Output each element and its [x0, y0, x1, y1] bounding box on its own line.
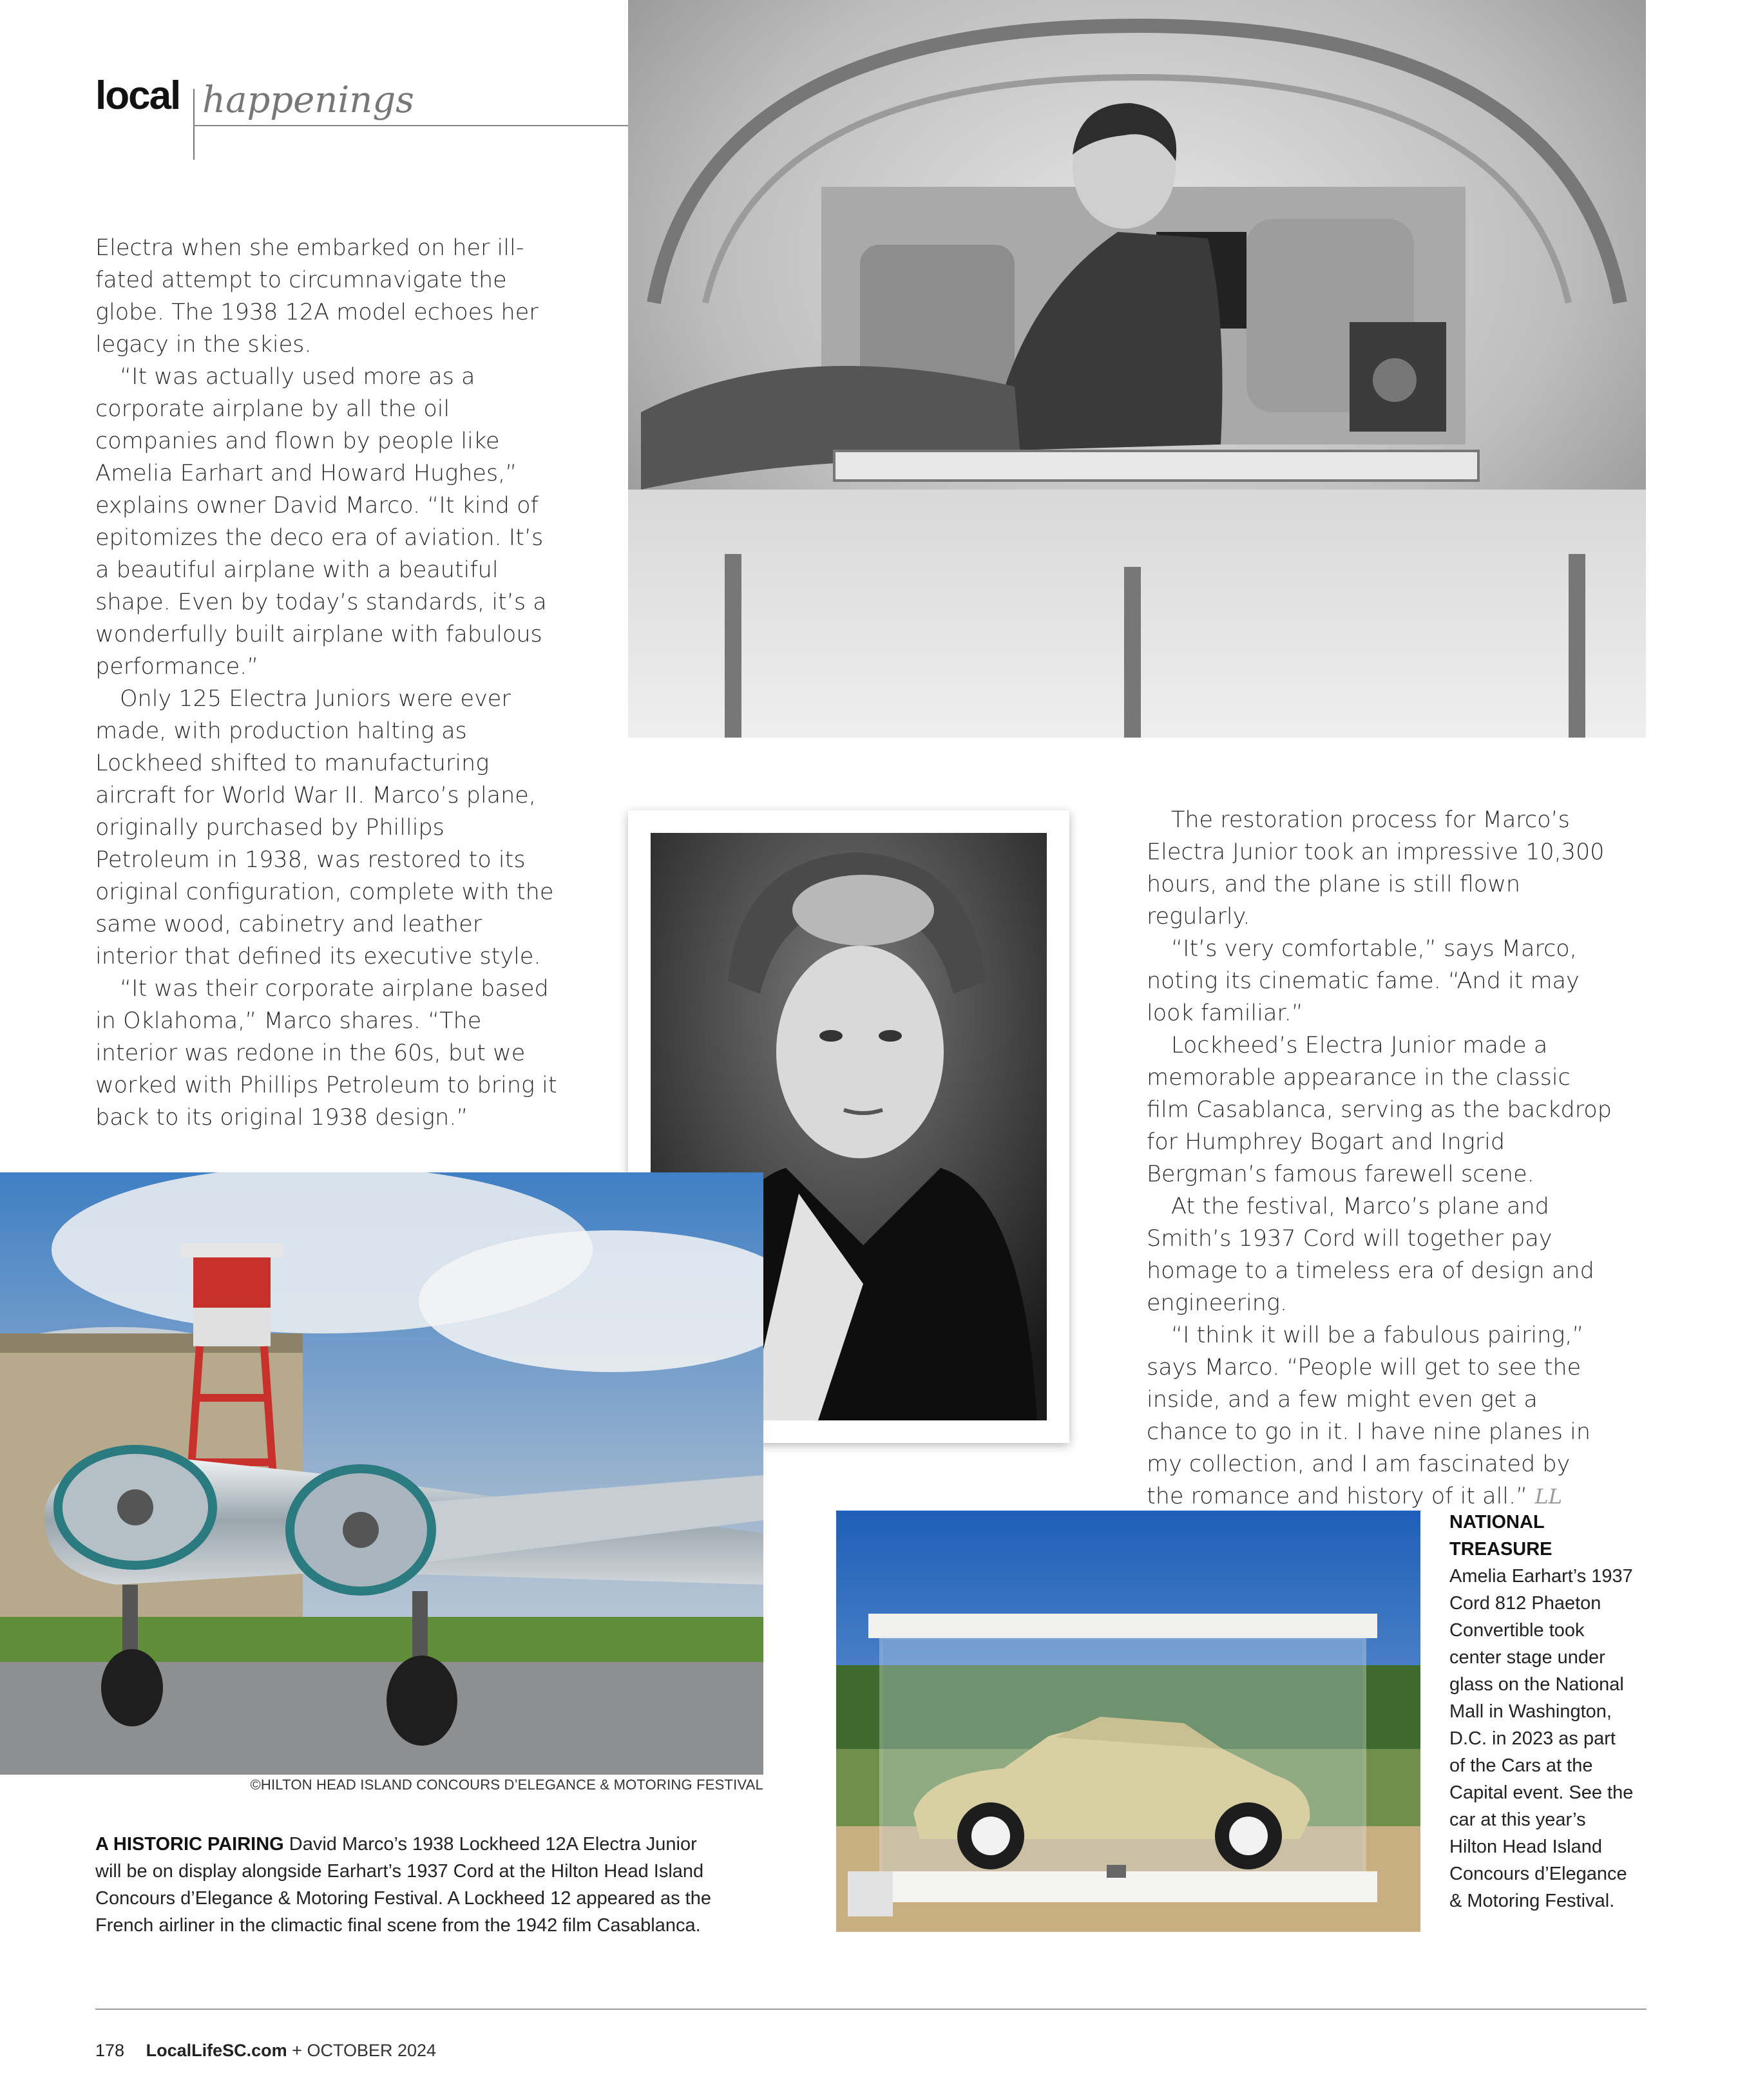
- article-paragraph: At the festival, Marco’s plane and Smith’s 1937 Cord will together pay homage to a timeless era of design and engineering.: [1147, 1194, 1594, 1316]
- article-left-column: [95, 232, 562, 1134]
- photo-credit: ©HILTON HEAD ISLAND CONCOURS D’ELEGANCE & MOTORING FESTIVAL: [250, 1777, 763, 1793]
- footer-rule: [95, 2009, 1647, 2010]
- page-footer: [95, 2041, 436, 2061]
- caption-national-treasure: [1449, 1509, 1636, 1914]
- section-subtitle: happenings: [202, 79, 414, 121]
- article-right-column: [1147, 804, 1614, 1513]
- header-rule: [193, 125, 629, 126]
- section-logo: local: [95, 73, 180, 118]
- site-url[interactable]: LocalLifeSC.com: [146, 2041, 287, 2060]
- caption-body: Amelia Earhart’s 1937 Cord 812 Phaeton Convertible took center stage under glass on the National Mall in Washington, D.C. in 2023 as part of the Cars at the Capital event. See the car at this year’s Hilton Head Island Concours d’Elegance & Motoring Festival.: [1449, 1566, 1634, 1911]
- footer-separator: +: [292, 2041, 302, 2060]
- electra-junior-plane-photo: [0, 1172, 763, 1775]
- page-number: 178: [95, 2041, 125, 2060]
- article-paragraph: The restoration process for Marco’s Electra Junior took an impressive 10,300 hours, and the plane is still flown regularly.: [1147, 807, 1605, 930]
- article-paragraph: “It was their corporate airplane based in Oklahoma,” Marco shares. “The interior was redone in the 60s, but we worked with Phillips Petroleum to bring it back to its original 1938 design.”: [95, 976, 557, 1131]
- cord-car-display-photo: [836, 1511, 1420, 1932]
- article-paragraph: [1147, 1319, 1614, 1513]
- end-mark: LL: [1534, 1484, 1562, 1509]
- header-divider: [193, 89, 195, 160]
- earhart-cockpit-photo: [628, 0, 1646, 738]
- caption-title: A HISTORIC PAIRING: [95, 1834, 284, 1855]
- caption-body: David Marco’s 1938 Lockheed 12A Electra Junior will be on display alongside Earhart’s 1937 Cord at the Hilton Head Island Concours d’Elegance & Motoring Festival. A Lockheed 12 appeared as the French airliner in the climactic final scene from the 1942 film Casablanca.: [95, 1834, 711, 1936]
- article-paragraph-text: “I think it will be a fabulous pairing,” says Marco. “People will get to see the inside, and a few might even get a chance to go in it. I have nine planes in my collection, and I am fascinated by the romance and history of it all.”: [1147, 1322, 1591, 1509]
- issue-date: OCTOBER 2024: [307, 2041, 437, 2060]
- article-paragraph: “It’s very comfortable,” says Marco, noting its cinematic fame. “And it may look familiar.”: [1147, 936, 1580, 1026]
- article-paragraph: Lockheed’s Electra Junior made a memorable appearance in the classic film Casablanca, serving as the backdrop for Humphrey Bogart and Ingrid Bergman’s famous farewell scene.: [1147, 1033, 1612, 1187]
- article-paragraph: Electra when she embarked on her ill-fated attempt to circumnavigate the globe. The 1938 12A model echoes her legacy in the skies.: [95, 235, 539, 358]
- article-paragraph: “It was actually used more as a corporate airplane by all the oil companies and flown by people like Amelia Earhart and Howard Hughes,” explains owner David Marco. “It kind of epitomizes the deco era of aviation. It’s a beautiful airplane with a beautiful shape. Even by today’s standards, it’s a wonderfully built airplane with fabulous performance.”: [95, 364, 547, 680]
- article-paragraph: Only 125 Electra Juniors were ever made, with production halting as Lockheed shifted to manufacturing aircraft for World War II. Marco’s plane, originally purchased by Phillips Petroleum in 1938, was restored to its original configuration, complete with the same wood, cabinetry and leather interior that defined its executive style.: [95, 686, 554, 969]
- caption-title: NATIONAL TREASURE: [1449, 1512, 1552, 1560]
- caption-historic-pairing: [95, 1831, 714, 1939]
